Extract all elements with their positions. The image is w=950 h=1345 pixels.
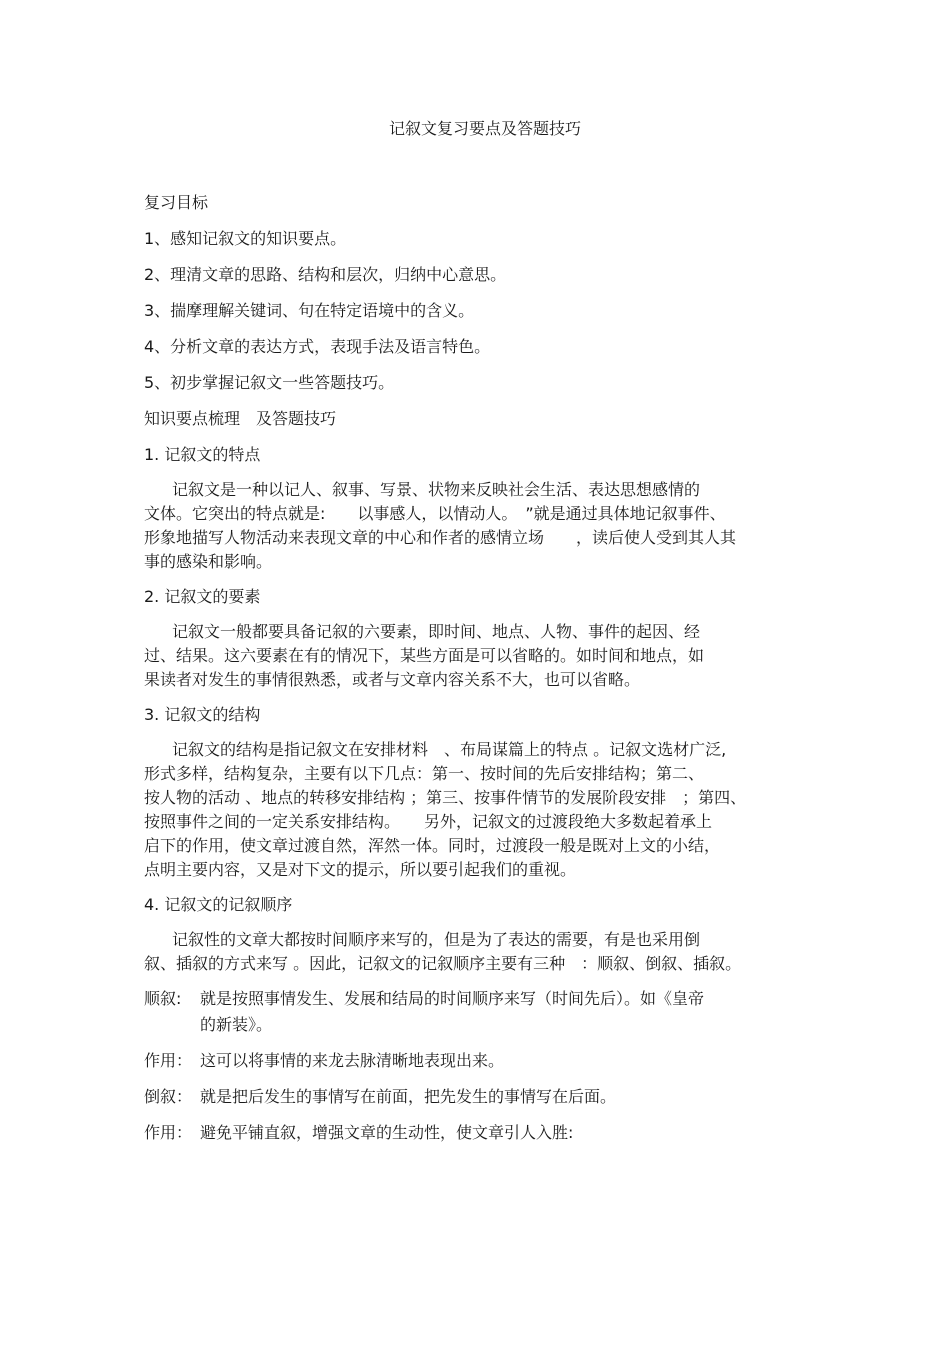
definition-effect-1 (144, 1048, 804, 1074)
paragraph-line: 形式多样，结构复杂，主要有以下几点：第一、按时间的先后安排结构；第二、 (144, 764, 705, 783)
paragraph-line: 记叙文一般都要具备记叙的六要素，即时间、地点、人物、事件的起因、经 (172, 622, 701, 641)
definition-text (200, 1048, 804, 1074)
definition-label: 顺叙: (144, 989, 182, 1008)
paragraph-line: 按照事件之间的一定关系安排结构。 另外，记叙文的过渡段绝大多数起着承上 (144, 812, 713, 831)
paragraph-line: 事的感染和影响。 (144, 552, 273, 571)
goal-item: 1、感知记叙文的知识要点。 (144, 229, 347, 248)
goal-item: 3、揣摩理解关键词、句在特定语境中的含义。 (144, 301, 475, 320)
definition-line: 就是按照事情发生、发展和结局的时间顺序来写（时间先后）。如《皇帝 (200, 989, 705, 1008)
definition-flashback (144, 1084, 804, 1110)
goals-heading: 复习目标 (144, 193, 209, 212)
definition-text (200, 1120, 804, 1146)
goal-item: 4、分析文章的表达方式，表现手法及语言特色。 (144, 337, 491, 356)
paragraph-line: 果读者对发生的事情很熟悉，或者与文章内容关系不大，也可以省略。 (144, 670, 641, 689)
definition-label: 作用： (144, 1051, 193, 1070)
section-heading-structure: 3. 记叙文的结构 (144, 705, 261, 724)
definition-line: 避免平铺直叙，增强文章的生动性，使文章引人入胜: (200, 1123, 574, 1142)
definition-text (200, 1084, 804, 1110)
paragraph-line: 记叙文是一种以记人、叙事、写景、状物来反映社会生活、表达思想感情的 (172, 480, 701, 499)
definition-line: 这可以将事情的来龙去脉清晰地表现出来。 (200, 1051, 505, 1070)
definition-sequential (144, 986, 804, 1038)
section-heading-order: 4. 记叙文的记叙顺序 (144, 895, 293, 914)
definition-effect-2 (144, 1120, 804, 1146)
paragraph-line: 文体。它突出的特点就是: 以事感人，以情动人。 ”就是通过具体地记叙事件、 (144, 504, 726, 523)
definition-text (200, 986, 804, 1038)
document-body (144, 190, 804, 1156)
paragraph-line: 启下的作用，使文章过渡自然，浑然一体。同时，过渡段一般是既对上文的小结， (144, 836, 721, 855)
definition-line: 就是把后发生的事情写在前面，把先发生的事情写在后面。 (200, 1087, 617, 1106)
definition-line: 的新装》。 (200, 1015, 273, 1034)
section-heading-elements: 2. 记叙文的要素 (144, 587, 261, 606)
paragraph-line: 记叙文的结构是指记叙文在安排材料 、布局谋篇上的特点 。记叙文选材广泛, (172, 740, 727, 759)
paragraph-structure (144, 738, 804, 882)
definition-label: 作用： (144, 1123, 193, 1142)
paragraph-features (144, 478, 804, 574)
paragraph-line: 记叙性的文章大都按时间顺序来写的，但是为了表达的需要，有是也采用倒 (172, 930, 701, 949)
definition-label: 倒叙： (144, 1087, 193, 1106)
paragraph-elements (144, 620, 804, 692)
section-heading-features: 1. 记叙文的特点 (144, 445, 261, 464)
paragraph-line: 叙、插叙的方式来写 。因此，记叙文的记叙顺序主要有三种 ：顺叙、倒叙、插叙。 (144, 954, 742, 973)
paragraph-line: 过、结果。这六要素在有的情况下，某些方面是可以省略的。如时间和地点，如 (144, 646, 705, 665)
goal-item: 2、理清文章的思路、结构和层次，归纳中心意思。 (144, 265, 507, 284)
paragraph-order (144, 928, 804, 976)
document-title: 记叙文复习要点及答题技巧 (388, 119, 581, 138)
paragraph-line: 按人物的活动 、地点的转移安排结构 ；第三、按事件情节的发展阶段安排 ；第四、 (144, 788, 747, 807)
goal-item: 5、初步掌握记叙文一些答题技巧。 (144, 373, 395, 392)
paragraph-line: 形象地描写人物活动来表现文章的中心和作者的感情立场 ，读后使人受到其人其 (144, 528, 737, 547)
paragraph-line: 点明主要内容，又是对下文的提示，所以要引起我们的重视。 (144, 860, 577, 879)
knowledge-heading: 知识要点梳理 及答题技巧 (144, 409, 337, 428)
